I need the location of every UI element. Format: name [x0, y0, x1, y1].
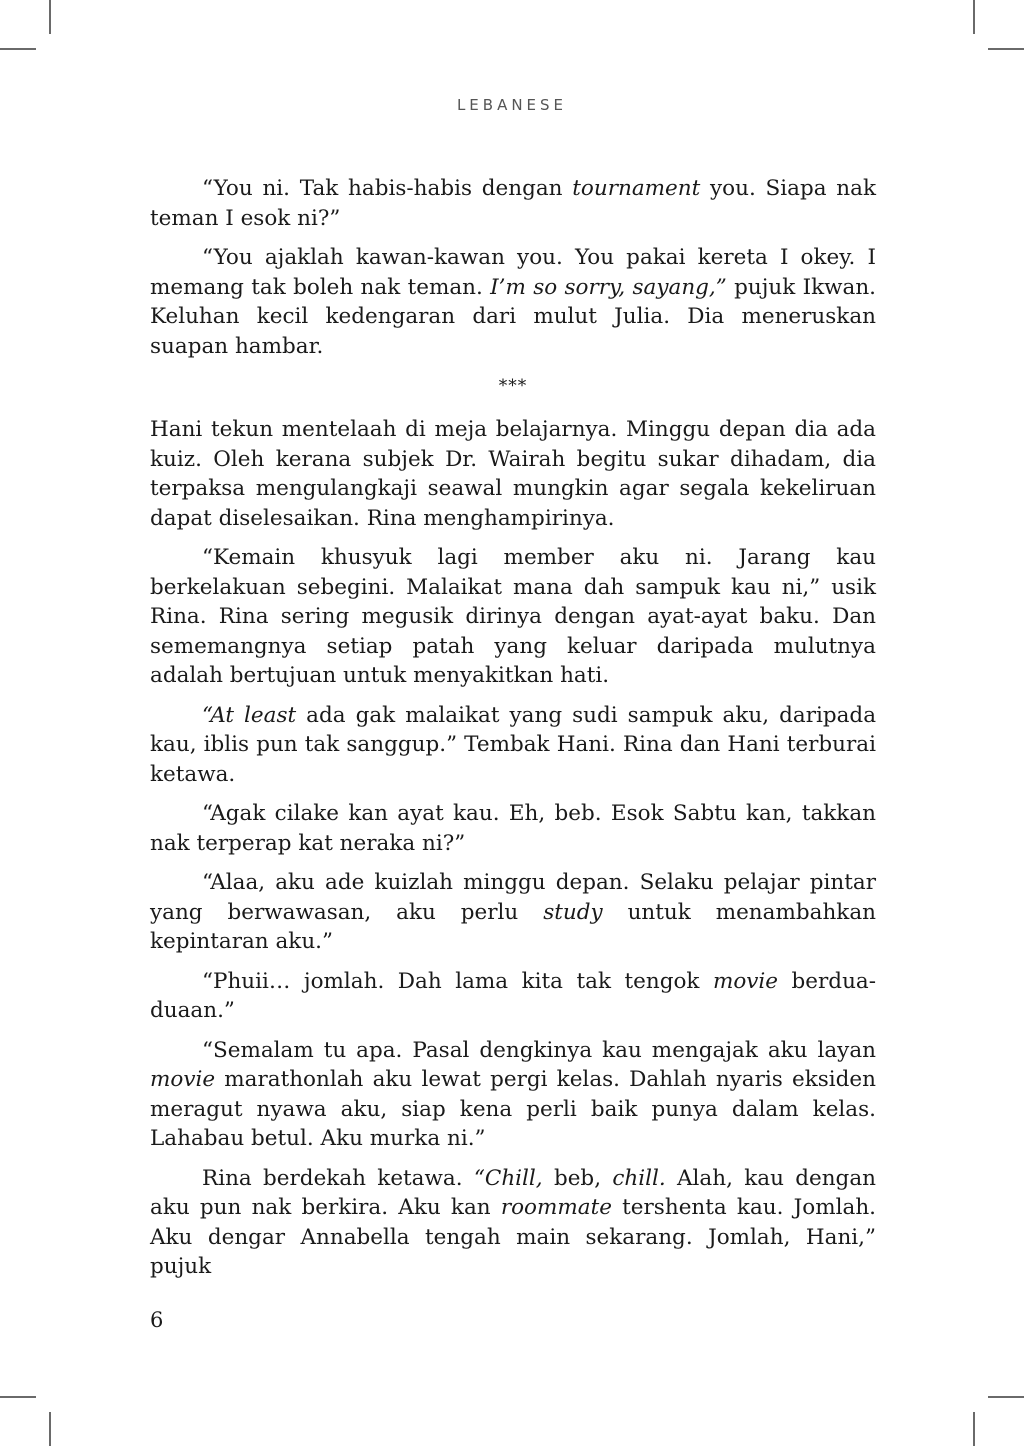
paragraph-p9 — [150, 1036, 876, 1154]
italic-text: chill. — [612, 1165, 666, 1191]
text-run: berdua-duaan.” — [150, 968, 876, 1023]
paragraph-p1 — [150, 174, 876, 233]
italic-text: “Chill, — [473, 1165, 543, 1191]
italic-text: movie — [150, 1067, 216, 1092]
text-run: Alah, kau dengan aku pun nak berkira. Aku kan — [150, 1165, 876, 1220]
paragraph-p5 — [150, 701, 876, 790]
paragraph-p7 — [150, 868, 876, 957]
text-run: you. Siapa nak teman I esok ni?” — [150, 176, 876, 231]
crop-mark-bottom-right-vertical — [973, 1412, 975, 1446]
italic-text: roommate — [500, 1195, 612, 1220]
text-run: Hani tekun mentelaah di meja belajarnya. Minggu depan dia ada kuiz. Oleh kerana subjek Dr. Wairah begitu sukar dihadam, dia terpaksa mengulangkaji seawal mungkin agar segala kekeliruan dapat diselesaikan. Rina menghampirinya. — [150, 417, 876, 531]
scene-break: *** — [498, 376, 528, 396]
text-run: “Phuii… jomlah. Dah lama kita tak tengok — [202, 968, 713, 994]
crop-mark-bottom-right-horizontal — [988, 1396, 1024, 1398]
paragraph-p6 — [150, 799, 876, 858]
crop-mark-bottom-left-vertical — [49, 1412, 51, 1446]
italic-text: study — [543, 899, 603, 925]
paragraph-p3 — [150, 415, 876, 533]
text-run: “Alaa, aku ade kuizlah minggu depan. Selaku pelajar pintar yang berwawasan, aku perlu — [150, 870, 876, 925]
running-head: LEBANESE — [456, 96, 568, 114]
text-run: “Agak cilake kan ayat kau. Eh, beb. Esok Sabtu kan, takkan nak terperap kat neraka ni?” — [150, 801, 876, 856]
text-run: “Semalam tu apa. Pasal dengkinya kau mengajak aku layan — [202, 1037, 876, 1063]
paragraph-p8 — [150, 967, 876, 1026]
italic-text: “At least — [202, 702, 297, 728]
paragraph-p4 — [150, 543, 876, 691]
crop-mark-top-left-horizontal — [0, 48, 36, 50]
italic-text: movie — [712, 968, 779, 994]
crop-mark-top-left-vertical — [49, 0, 51, 34]
text-run: untuk menambahkan kepintaran aku.” — [150, 899, 876, 954]
paragraph-p10 — [150, 1164, 876, 1282]
crop-mark-top-right-horizontal — [988, 48, 1024, 50]
text-run: ada gak malaikat yang sudi sampuk aku, daripada kau, iblis pun tak sanggup.” Tembak Hani. Rina dan Hani terburai ketawa. — [150, 702, 877, 787]
text-run: “You ajaklah kawan-kawan you. You pakai kereta I okey. I memang tak boleh nak teman. — [150, 245, 876, 300]
text-run: “You ni. Tak habis-habis dengan — [202, 176, 573, 201]
paragraph-p2 — [150, 243, 876, 361]
italic-text: tournament — [572, 176, 701, 201]
page-number: 6 — [150, 1308, 164, 1332]
text-run: Rina berdekah ketawa. — [202, 1165, 474, 1191]
body-text — [150, 174, 876, 1292]
text-run: beb, — [542, 1165, 613, 1191]
text-run: marathonlah aku lewat pergi kelas. Dahlah nyaris eksiden meragut nyawa aku, siap kena perli baik punya dalam kelas. Lahabau betul. Aku murka ni.” — [150, 1067, 876, 1151]
crop-mark-top-right-vertical — [973, 0, 975, 34]
text-run: tershenta kau. Jomlah. Aku dengar Annabella tengah main sekarang. Jomlah, Hani,” pujuk — [150, 1195, 876, 1279]
text-run: “Kemain khusyuk lagi member aku ni. Jarang kau berkelakuan sebegini. Malaikat mana dah sampuk kau ni,” usik Rina. Rina sering megusik dirinya dengan ayat-ayat baku. Dan sememangnya setiap patah yang keluar daripada mulutnya adalah bertujuan untuk menyakitkan hati. — [150, 545, 876, 688]
italic-text: I’m so sorry, sayang,” — [490, 274, 727, 300]
crop-mark-bottom-left-horizontal — [0, 1396, 36, 1398]
text-run: pujuk Ikwan. Keluhan kecil kedengaran dari mulut Julia. Dia meneruskan suapan hambar. — [150, 274, 876, 359]
